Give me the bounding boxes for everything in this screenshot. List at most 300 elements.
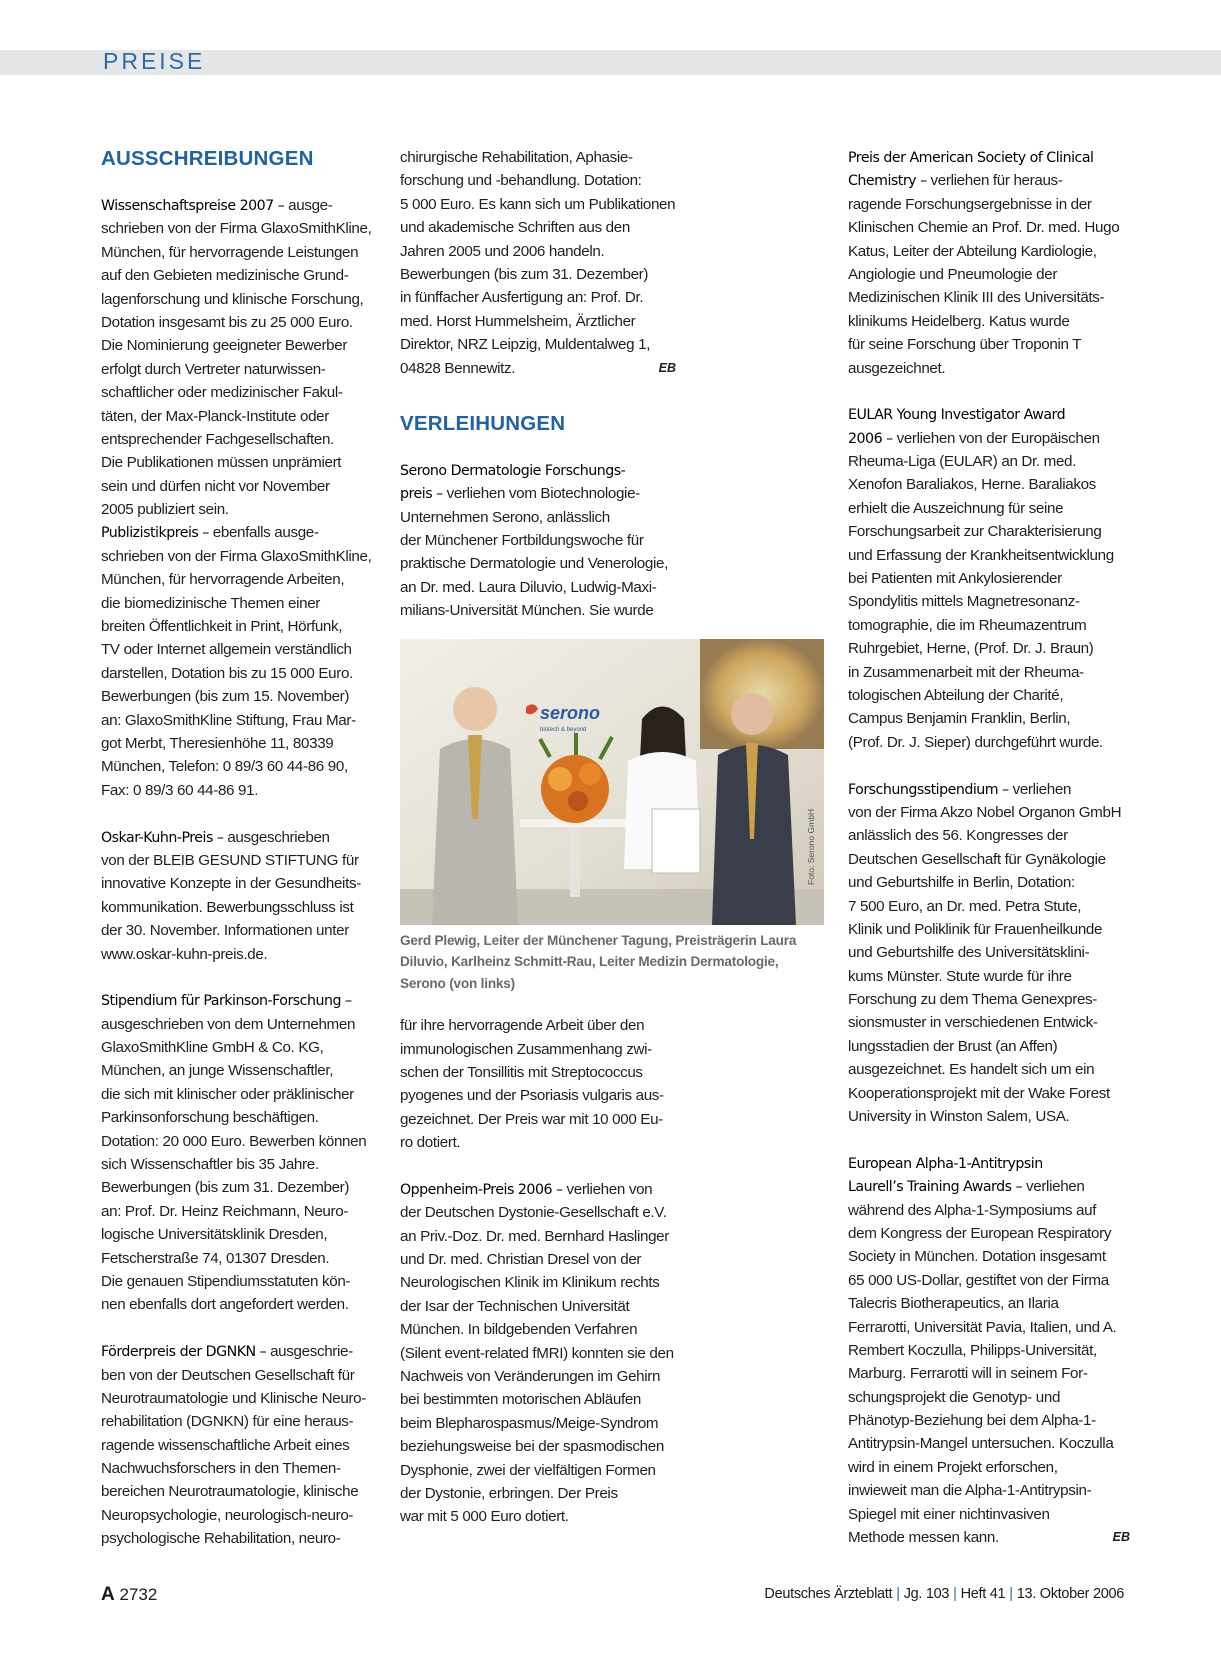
text-line xyxy=(400,286,676,309)
text-line xyxy=(848,824,1130,847)
paragraph-gap xyxy=(101,1317,377,1340)
page-number xyxy=(101,1584,157,1606)
line-text: Fax: 0 89/3 60 44-86 91. xyxy=(101,781,259,799)
award-title: EULAR Young Investigator Award xyxy=(848,407,1066,424)
text-line xyxy=(101,498,377,521)
line-text: Methode messen kann. xyxy=(848,1529,999,1547)
line-text: war mit 5 000 Euro dotiert. xyxy=(400,1508,569,1526)
text-line xyxy=(848,778,1130,801)
text-line xyxy=(848,1082,1130,1105)
award-title: Oskar-Kuhn-Preis – xyxy=(101,829,224,846)
text-line xyxy=(101,849,377,872)
text-line xyxy=(101,521,377,544)
text-line xyxy=(400,1388,676,1411)
text-line xyxy=(848,1479,1130,1502)
line-text: ausge- xyxy=(284,197,333,214)
text-line xyxy=(101,1387,377,1410)
line-text: gezeichnet. Der Preis war mit 10 000 Eu- xyxy=(400,1110,663,1128)
line-text: Ruhrgebiet, Herne, (Prof. Dr. J. Braun) xyxy=(848,640,1094,658)
text-line xyxy=(848,240,1130,263)
text-line xyxy=(848,614,1130,637)
line-text: ragende wissenschaftliche Arbeit eines xyxy=(101,1436,350,1454)
text-line xyxy=(400,263,676,286)
text-line xyxy=(101,755,377,778)
text-line xyxy=(400,1014,676,1037)
text-line xyxy=(848,427,1130,450)
line-text: beziehungsweise bei der spasmodischen xyxy=(400,1438,664,1456)
line-text: von der Firma Akzo Nobel Organon GmbH xyxy=(848,803,1122,821)
line-text: anlässlich des 56. Kongresses der xyxy=(848,827,1068,845)
line-text: Talecris Biotherapeutics, an Ilaria xyxy=(848,1295,1059,1313)
text-line xyxy=(848,1456,1130,1479)
line-text: an: GlaxoSmithKline Stiftung, Frau Mar- xyxy=(101,711,356,729)
line-text: und Erfassung der Krankheitsentwicklung xyxy=(848,546,1114,564)
line-text: der Dystonie, erbringen. Der Preis xyxy=(400,1484,618,1502)
text-line xyxy=(848,520,1130,543)
text-line xyxy=(400,1201,676,1224)
text-line xyxy=(101,779,377,802)
text-line xyxy=(101,1153,377,1176)
line-text: schaftlicher oder medizinischer Fakul- xyxy=(101,384,343,402)
text-line xyxy=(101,1083,377,1106)
line-text: auf den Gebieten medizinische Grund- xyxy=(101,267,349,285)
text-line xyxy=(101,545,377,568)
paragraph-gap xyxy=(848,1128,1130,1151)
text-line xyxy=(400,552,676,575)
text-line xyxy=(400,310,676,333)
line-text: Direktor, NRZ Leipzig, Muldentalweg 1, xyxy=(400,336,651,354)
line-text: Neurologischen Klinik im Klinikum rechts xyxy=(400,1274,660,1292)
line-text: med. Horst Hummelsheim, Ärztlicher xyxy=(400,312,636,330)
line-text: www.oskar-kuhn-preis.de. xyxy=(101,945,268,963)
line-text: Die genauen Stipendiumsstatuten kön- xyxy=(101,1272,351,1290)
text-line xyxy=(848,1269,1130,1292)
caption-line: Gerd Plewig, Leiter der Münchener Tagung, Preisträgerin Laura xyxy=(400,932,797,948)
line-text: und Dr. med. Christian Dresel von der xyxy=(400,1251,642,1269)
line-text: ausgezeichnet. xyxy=(848,359,946,377)
text-line xyxy=(848,1058,1130,1081)
line-text: Rheuma-Liga (EULAR) an Dr. med. xyxy=(848,453,1077,471)
award-title: Förderpreis der DGNKN – xyxy=(101,1344,267,1361)
line-text: verliehen xyxy=(1022,1178,1085,1196)
text-line xyxy=(101,1293,377,1316)
line-text: lagenforschung und klinische Forschung, xyxy=(101,290,364,308)
line-text: Dotation: 20 000 Euro. Bewerben können xyxy=(101,1132,367,1150)
text-line xyxy=(101,1270,377,1293)
text-line xyxy=(400,1038,676,1061)
column-2 xyxy=(400,146,797,1529)
text-line xyxy=(400,1108,676,1131)
text-line xyxy=(400,1225,676,1248)
line-text: ausgezeichnet. Es handelt sich um ein xyxy=(848,1061,1095,1079)
award-title: European Alpha-1-Antitrypsin xyxy=(848,1155,1043,1172)
paragraph-gap xyxy=(848,754,1130,777)
text-line xyxy=(400,482,676,505)
line-text: Bewerbungen (bis zum 15. November) xyxy=(101,688,350,706)
line-text: und akademische Schriften aus den xyxy=(400,219,630,237)
text-line xyxy=(848,357,1130,380)
journal-info xyxy=(764,1586,1124,1602)
col2-mid-text xyxy=(400,459,676,623)
line-text: breiten Öffentlichkeit in Print, Hörfunk, xyxy=(101,618,343,636)
line-text: rehabilitation (DGNKN) für eine heraus- xyxy=(101,1413,354,1431)
separator: | xyxy=(896,1586,900,1602)
line-text: Neuropsychologie, neurologisch-neuro- xyxy=(101,1506,354,1524)
line-text: Medizinischen Klinik III des Universitäts- xyxy=(848,289,1105,307)
page-prefix: A xyxy=(101,1584,115,1605)
text-line xyxy=(400,529,676,552)
line-text: nen ebenfalls dort angefordert werden. xyxy=(101,1296,349,1314)
text-line xyxy=(400,1131,676,1154)
line-text: München, Telefon: 0 89/3 60 44-86 90, xyxy=(101,758,348,776)
line-text: TV oder Internet allgemein verständlich xyxy=(101,641,352,659)
line-text: entsprechender Fachgesellschaften. xyxy=(101,430,334,448)
text-line xyxy=(848,1199,1130,1222)
text-line xyxy=(101,1036,377,1059)
text-line xyxy=(848,1526,1130,1549)
line-text: verliehen xyxy=(1008,780,1072,798)
text-line xyxy=(101,451,377,474)
line-text: chirurgische Rehabilitation, Aphasie- xyxy=(400,149,633,166)
text-line xyxy=(848,871,1130,894)
line-text: dem Kongress der European Respiratory xyxy=(848,1224,1112,1242)
paragraph-gap xyxy=(101,966,377,989)
journal-date: 13. Oktober 2006 xyxy=(1016,1586,1124,1602)
text-line xyxy=(848,895,1130,918)
text-line xyxy=(848,1409,1130,1432)
text-line xyxy=(101,334,377,357)
photo-credit: Foto: Serono GmbH xyxy=(806,808,816,885)
line-text: Nachweis von Veränderungen im Gehirn xyxy=(400,1368,661,1385)
text-line xyxy=(101,1200,377,1223)
line-text: (Silent event-related fMRI) konnten sie den xyxy=(400,1344,674,1362)
text-line xyxy=(101,264,377,287)
text-line xyxy=(101,662,377,685)
line-text: 7 500 Euro, an Dr. med. Petra Stute, xyxy=(848,897,1082,915)
line-text: Unternehmen Serono, anlässlich xyxy=(400,508,610,526)
line-text: der 30. November. Informationen unter xyxy=(101,922,349,940)
text-line xyxy=(101,1247,377,1270)
text-line xyxy=(101,732,377,755)
line-text: 2005 publiziert sein. xyxy=(101,501,229,519)
line-text: München, für hervorragende Leistungen xyxy=(101,243,359,261)
line-text: verliehen von der Europäischen xyxy=(892,429,1100,447)
text-line xyxy=(848,1386,1130,1409)
col2-top-text xyxy=(400,146,676,380)
line-text: schungsprojekt die Genotyp- und xyxy=(848,1388,1061,1406)
line-text: München, an junge Wissenschaftler, xyxy=(101,1062,334,1080)
line-text: verliehen vom Biotechnologie- xyxy=(442,485,640,503)
text-line xyxy=(848,1292,1130,1315)
line-text: darstellen, Dotation bis zu 15 000 Euro. xyxy=(101,664,353,682)
line-text: an Priv.-Doz. Dr. med. Bernhard Haslinger xyxy=(400,1227,669,1245)
text-line xyxy=(848,567,1130,590)
text-line xyxy=(101,896,377,919)
text-line xyxy=(400,1084,676,1107)
col1-text xyxy=(101,194,377,1551)
line-text: verliehen von xyxy=(562,1180,653,1198)
text-line xyxy=(848,146,1130,169)
line-text: praktische Dermatologie und Venerologie, xyxy=(400,555,668,573)
text-line xyxy=(101,288,377,311)
line-text: ausgeschrie- xyxy=(266,1343,353,1361)
line-text: München. In bildgebenden Verfahren xyxy=(400,1321,638,1339)
line-text: logische Universitätsklinik Dresden, xyxy=(101,1226,328,1244)
text-line xyxy=(848,1432,1130,1455)
text-line xyxy=(101,1457,377,1480)
text-line xyxy=(101,1527,377,1550)
text-line xyxy=(101,1059,377,1082)
line-text: schen der Tonsillitis mit Streptococcus xyxy=(400,1063,643,1081)
text-line xyxy=(400,357,676,380)
award-title: Serono Dermatologie Forschungs- xyxy=(400,462,626,479)
text-line xyxy=(848,590,1130,613)
serono-logo-text: serono xyxy=(540,702,601,723)
col3-text xyxy=(848,146,1130,1549)
text-line xyxy=(848,731,1130,754)
text-line xyxy=(848,801,1130,824)
line-text: innovative Konzepte in der Gesundheits- xyxy=(101,875,361,893)
line-text: in Zusammenarbeit mit der Rheuma- xyxy=(848,663,1084,681)
column-1 xyxy=(101,146,377,1551)
col2-bottom-text xyxy=(400,1014,676,1529)
text-line xyxy=(400,146,676,169)
line-text: Rembert Koczulla, Philipps-Universität, xyxy=(848,1341,1097,1359)
text-line xyxy=(848,403,1130,426)
line-text: von der BLEIB GESUND STIFTUNG für xyxy=(101,851,359,869)
line-text: in fünffacher Ausfertigung an: Prof. Dr. xyxy=(400,289,644,307)
text-line xyxy=(848,661,1130,684)
text-line xyxy=(848,169,1130,192)
text-line xyxy=(848,333,1130,356)
serono-logo-tagline: biotech & beyond xyxy=(540,726,587,733)
line-text: der Deutschen Dystonie-Gesellschaft e.V. xyxy=(400,1204,667,1222)
text-line xyxy=(848,1503,1130,1526)
text-line xyxy=(101,1434,377,1457)
text-line xyxy=(848,1222,1130,1245)
text-line xyxy=(848,497,1130,520)
award-photo xyxy=(400,639,824,925)
text-line xyxy=(848,988,1130,1011)
text-line xyxy=(101,943,377,966)
text-line xyxy=(400,1459,676,1482)
page-number-value: 2732 xyxy=(119,1585,158,1604)
author-initials: EB xyxy=(1112,1530,1130,1545)
line-text: Parkinsonforschung beschäftigen. xyxy=(101,1109,319,1127)
line-text: 04828 Bennewitz. xyxy=(400,359,516,377)
text-line xyxy=(101,1130,377,1153)
text-line xyxy=(848,1362,1130,1385)
line-text: ro dotiert. xyxy=(400,1134,461,1152)
text-line xyxy=(101,1410,377,1433)
column-3 xyxy=(848,146,1130,1549)
line-text: inwieweit man die Alpha-1-Antitrypsin- xyxy=(848,1482,1092,1500)
text-line xyxy=(400,1318,676,1341)
text-line xyxy=(848,544,1130,567)
line-text: Society in München. Dotation insgesamt xyxy=(848,1248,1106,1266)
line-text: Bewerbungen (bis zum 31. Dezember) xyxy=(400,265,649,283)
line-text: ausgeschrieben von dem Unternehmen xyxy=(101,1015,356,1033)
line-text: verliehen für heraus- xyxy=(926,172,1063,190)
line-text: lungsstadien der Brust (an Affen) xyxy=(848,1037,1058,1055)
text-line xyxy=(101,381,377,404)
text-line xyxy=(400,1061,676,1084)
line-text: Die Nominierung geeigneter Bewerber xyxy=(101,337,348,355)
text-line xyxy=(400,1178,676,1201)
line-text: Jahren 2005 und 2006 handeln. xyxy=(400,242,605,260)
paragraph-gap xyxy=(848,380,1130,403)
line-text: Klinischen Chemie an Prof. Dr. med. Hugo xyxy=(848,219,1120,237)
text-line xyxy=(848,1339,1130,1362)
line-text: sich Wissenschaftler bis 35 Jahre. xyxy=(101,1156,319,1174)
text-line xyxy=(400,1482,676,1505)
photo-caption xyxy=(400,930,824,995)
text-line xyxy=(848,263,1130,286)
award-title: Preis der American Society of Clinical xyxy=(848,150,1094,166)
text-line xyxy=(101,1176,377,1199)
line-text: die biomedizinische Themen einer xyxy=(101,594,320,612)
text-line xyxy=(400,216,676,239)
line-text: kums Münster. Stute wurde für ihre xyxy=(848,967,1072,985)
line-text: ausgeschrieben xyxy=(223,828,330,846)
award-photo-illustration xyxy=(400,639,824,925)
line-text: Deutschen Gesellschaft für Gynäkologie xyxy=(848,850,1106,868)
text-line xyxy=(400,1271,676,1294)
line-text: Kooperationsprojekt mit der Wake Forest xyxy=(848,1084,1110,1102)
text-line xyxy=(101,217,377,240)
text-line xyxy=(400,1505,676,1528)
caption-line: Diluvio, Karlheinz Schmitt-Rau, Leiter Medizin Dermatologie, xyxy=(400,954,779,970)
line-text: (Prof. Dr. J. Sieper) durchgeführt wurde. xyxy=(848,733,1103,751)
line-text: der Isar der Technischen Universität xyxy=(400,1297,630,1315)
text-line xyxy=(101,919,377,942)
separator: | xyxy=(1009,1586,1013,1602)
text-line xyxy=(400,576,676,599)
line-text: ebenfalls ausge- xyxy=(208,524,319,542)
line-text: an: Prof. Dr. Heinz Reichmann, Neuro- xyxy=(101,1202,349,1220)
text-line xyxy=(848,941,1130,964)
line-text: bereichen Neurotraumatologie, klinische xyxy=(101,1483,359,1501)
line-text: Angiologie und Pneumologie der xyxy=(848,265,1058,283)
text-line xyxy=(400,1295,676,1318)
text-line xyxy=(848,1152,1130,1175)
text-line xyxy=(101,709,377,732)
text-line xyxy=(400,1412,676,1435)
line-text: und Geburtshilfe in Berlin, Dotation: xyxy=(848,874,1075,892)
text-line xyxy=(400,333,676,356)
line-text: tomographie, die im Rheumazentrum xyxy=(848,616,1087,634)
line-text: Dysphonie, zwei der vielfältigen Formen xyxy=(400,1461,656,1479)
text-line xyxy=(101,989,377,1012)
text-line xyxy=(848,684,1130,707)
text-line xyxy=(101,1223,377,1246)
text-line xyxy=(848,1245,1130,1268)
award-title: Forschungsstipendium – xyxy=(848,781,1009,798)
line-text: an Dr. med. Laura Diluvio, Ludwig-Maxi- xyxy=(400,578,657,596)
award-title: Stipendium für Parkinson-Forschung – xyxy=(101,993,352,1010)
award-title: Chemistry – xyxy=(848,173,927,190)
text-line xyxy=(400,240,676,263)
text-line xyxy=(848,473,1130,496)
line-text: der Münchener Fortbildungswoche für xyxy=(400,532,644,550)
journal-name: Deutsches Ärzteblatt xyxy=(764,1586,893,1602)
text-line xyxy=(400,506,676,529)
line-text: Die Publikationen müssen unprämiert xyxy=(101,454,342,472)
line-text: kommunikation. Bewerbungsschluss ist xyxy=(101,898,354,916)
line-text: Antitrypsin-Mangel untersuchen. Koczulla xyxy=(848,1435,1114,1453)
text-line xyxy=(101,638,377,661)
line-text: Forschung zu dem Thema Genexpres- xyxy=(848,991,1098,1009)
line-text: Bewerbungen (bis zum 31. Dezember) xyxy=(101,1179,350,1197)
line-text: schrieben von der Firma GlaxoSmithKline, xyxy=(101,547,372,565)
line-text: Katus, Leiter der Abteilung Kardiologie, xyxy=(848,242,1097,260)
text-line xyxy=(848,1316,1130,1339)
text-line xyxy=(848,965,1130,988)
award-title: Wissenschaftspreise 2007 – xyxy=(101,198,285,214)
text-line xyxy=(400,599,676,622)
text-line xyxy=(848,1175,1130,1198)
text-line xyxy=(848,216,1130,239)
line-text: für ihre hervorragende Arbeit über den xyxy=(400,1017,645,1035)
line-text: wird in einem Projekt erforschen, xyxy=(848,1458,1058,1476)
award-title: Publizistikpreis – xyxy=(101,525,209,542)
line-text: Klinik und Poliklinik für Frauenheilkunde xyxy=(848,920,1103,938)
text-line xyxy=(400,1248,676,1271)
text-line xyxy=(848,848,1130,871)
text-line xyxy=(848,193,1130,216)
text-line xyxy=(101,1013,377,1036)
line-text: Forschungsarbeit zur Charakterisierung xyxy=(848,523,1102,541)
award-title: Laurell’s Training Awards – xyxy=(848,1179,1023,1196)
text-line xyxy=(101,872,377,895)
text-line xyxy=(101,826,377,849)
text-line xyxy=(400,1342,676,1365)
text-line xyxy=(101,194,377,217)
text-line xyxy=(101,358,377,381)
text-line xyxy=(101,568,377,591)
text-line xyxy=(101,1340,377,1363)
award-title: preis – xyxy=(400,486,443,503)
line-text: für seine Forschung über Troponin T xyxy=(848,336,1082,354)
line-text: erfolgt durch Vertreter naturwissen- xyxy=(101,360,326,378)
line-text: Nachwuchsforschers in den Themen- xyxy=(101,1460,341,1478)
section-label: PREISE xyxy=(103,48,206,74)
line-text: immunologischen Zusammenhang zwi- xyxy=(400,1040,652,1058)
paragraph-gap xyxy=(101,802,377,825)
line-text: Dotation insgesamt bis zu 25 000 Euro. xyxy=(101,313,353,331)
text-line xyxy=(101,405,377,428)
heading-ausschreibungen: AUSSCHREIBUNGEN xyxy=(101,147,314,170)
text-line xyxy=(101,685,377,708)
separator: | xyxy=(953,1586,957,1602)
line-text: Campus Benjamin Franklin, Berlin, xyxy=(848,710,1071,728)
line-text: bei bestimmten motorischen Abläufen xyxy=(400,1391,642,1409)
line-text: ben von der Deutschen Gesellschaft für xyxy=(101,1366,355,1384)
line-text: forschung und -behandlung. Dotation: xyxy=(400,172,642,190)
text-line xyxy=(101,1504,377,1527)
line-text: täten, der Max-Planck-Institute oder xyxy=(101,407,329,425)
line-text: erhielt die Auszeichnung für seine xyxy=(848,499,1064,517)
text-line xyxy=(400,169,676,192)
line-text: bei Patienten mit Ankylosierender xyxy=(848,570,1062,588)
text-line xyxy=(101,475,377,498)
line-text: Spondylitis mittels Magnetresonanz- xyxy=(848,593,1080,611)
text-line xyxy=(848,637,1130,660)
line-text: milians-Universität München. Sie wurde xyxy=(400,602,654,620)
text-line xyxy=(848,450,1130,473)
text-line xyxy=(400,1365,676,1388)
line-text: während des Alpha-1-Symposiums auf xyxy=(848,1201,1097,1219)
